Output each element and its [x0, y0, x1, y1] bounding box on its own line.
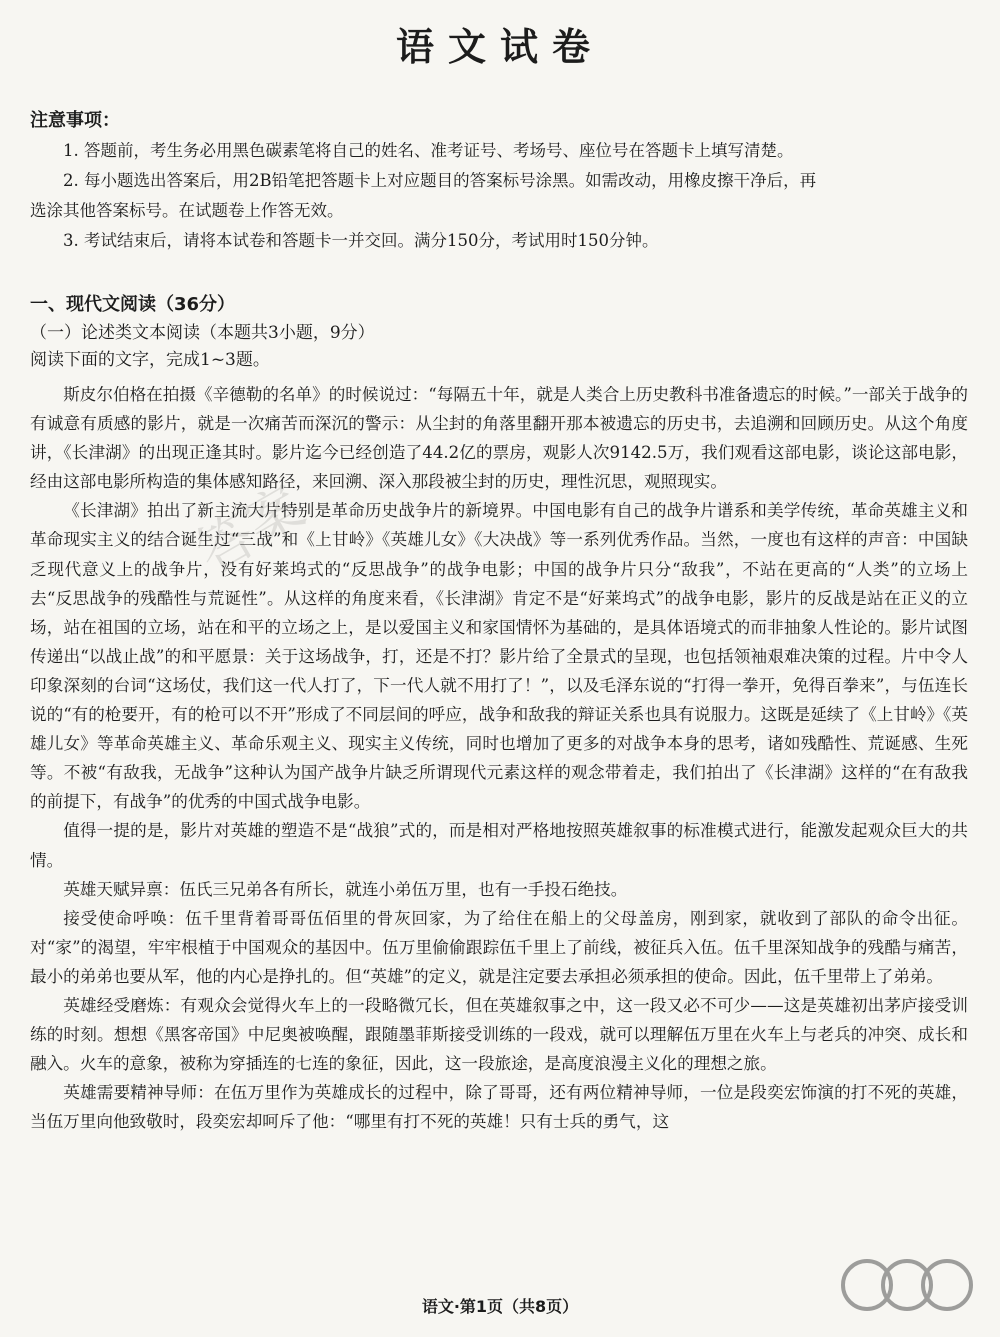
section-sub-title: （一）论述类文本阅读（本题共3小题，9分） [30, 323, 375, 343]
notes-block [30, 106, 970, 256]
note-item: 2. 每小题选出答案后，用2B铅笔把答题卡上对应题目的答案标号涂黑。如需改动，用橡皮擦干净后，再 [63, 171, 817, 190]
passage-paragraph: 英雄天赋异禀：伍氏三兄弟各有所长，就连小弟伍万里，也有一手投石绝技。 [63, 879, 628, 899]
section-header [30, 290, 970, 374]
passage-paragraph: 《长津湖》拍出了新主流大片特别是革命历史战争片的新境界。中国电影有自己的战争片谱系和美学传统，革命英雄主义和革命现实主义的结合诞生过“三战”和《上甘岭》《英雄儿女》《大决战》等一系列优秀作品。当然，一度也有这样的声音：中国缺乏现代意义上的战争片，没有好莱坞式的“反思战争”的战争电影；中国的战争片只分“敌我”，不站在更高的“人类”的立场上去“反思战争的残酷性与荒诞性”。从这样的角度来看，《长津湖》肯定不是“好莱坞式”的战争电影，影片的反战是站在正义的立场，站在祖国的立场，站在和平的立场之上，是以爱国主义和家国情怀为基础的，是具体语境式的而非抽象人性论的。影片试图传递出“以战止战”的和平愿景：关于这场战争，打，还是不打？影片给了全景式的呈现，也包括领袖艰难决策的过程。片中令人印象深刻的台词“这场仗，我们这一代人打了，下一代人就不用打了！”，以及毛泽东说的“打得一拳开，免得百拳来”，与伍连长说的“有的枪要开，有的枪可以不开”形成了不同层间的呼应，战争和敌我的辩证关系也具有说服力。这既是延续了《上甘岭》《英雄儿女》等革命英雄主义、革命乐观主义、现实主义传统，同时也增加了更多的对战争本身的思考，诸如残酷性、荒诞感、生死等。不被“有敌我，无战争”这种认为国产战争片缺乏所谓现代元素这样的观念带着走，我们拍出了《长津湖》这样的“在有敌我的前提下，有战争”的优秀的中国式战争电影。 [30, 501, 968, 812]
passage-paragraph: 英雄经受磨炼：有观众会觉得火车上的一段略微冗长，但在英雄叙事之中，这一段又必不可少——这是英雄初出茅庐接受训练的时刻。想想《黑客帝国》中尼奥被唤醒，跟随墨菲斯接受训练的一段戏，就可以理解伍万里在火车上与老兵的冲突、成长和融入。火车的意象，被称为穿插连的七连的象征，因此，这一段旅途，是高度浪漫主义化的理想之旅。 [30, 995, 968, 1074]
passage-paragraph: 值得一提的是，影片对英雄的塑造不是“战狼”式的，而是相对严格地按照英雄叙事的标准模式进行，能激发起观众巨大的共情。 [30, 821, 968, 870]
notes-heading: 注意事项： [30, 110, 120, 131]
note-item: 3. 考试结束后，请将本试卷和答题卡一并交回。满分150分，考试用时150分钟。 [63, 231, 659, 250]
passage-paragraph: 接受使命呼唤：伍千里背着哥哥伍佰里的骨灰回家，为了给住在船上的父母盖房，刚到家，就收到了部队的命令出征。对“家”的渴望，牢牢根植于中国观众的基因中。伍万里偷偷跟踪伍千里上了前线，被征兵入伍。伍千里深知战争的残酷与痛苦，最小的弟弟也要从军，他的内心是挣扎的。但“英雄”的定义，就是注定要去承担必须承担的使命。因此，伍千里带上了弟弟。 [30, 908, 968, 986]
passage-paragraph: 斯皮尔伯格在拍摄《辛德勒的名单》的时候说过：“每隔五十年，就是人类合上历史教科书准备遗忘的时候。”一部关于战争的有诚意有质感的影片，就是一次痛苦而深沉的警示：从尘封的角落里翻开那本被遗忘的历史书，去追溯和回顾历史。从这个角度讲，《长津湖》的出现正逢其时。影片迄今已经创造了44.2亿的票房，观影人次9142.5万，我们观看这部电影，谈论这部电影，经由这部电影所构造的集体感知路径，来回溯、深入那段被尘封的历史，理性沉思，观照现实。 [30, 385, 968, 492]
section-part-title: 一、现代文阅读（36分） [30, 294, 236, 315]
note-item: 1. 答题前，考生务必用黑色碳素笔将自己的姓名、准考证号、考场号、座位号在答题卡上填写清楚。 [63, 141, 794, 160]
reading-passage [30, 380, 968, 1136]
note-item-continuation: 选涂其他答案标号。在试题卷上作答无效。 [30, 201, 344, 220]
exam-title: 语文试卷 [395, 25, 604, 69]
section-instruction: 阅读下面的文字，完成1~3题。 [30, 350, 270, 370]
page-footer: 语文·第1页（共8页） [421, 1297, 579, 1316]
passage-paragraph: 英雄需要精神导师：在伍万里作为英雄成长的过程中，除了哥哥，还有两位精神导师，一位是段奕宏饰演的打不死的英雄，当伍万里向他致敬时，段奕宏却呵斥了他：“哪里有打不死的英雄！只有士兵的勇气，这 [30, 1083, 968, 1132]
watermark: 答案 [186, 474, 316, 587]
